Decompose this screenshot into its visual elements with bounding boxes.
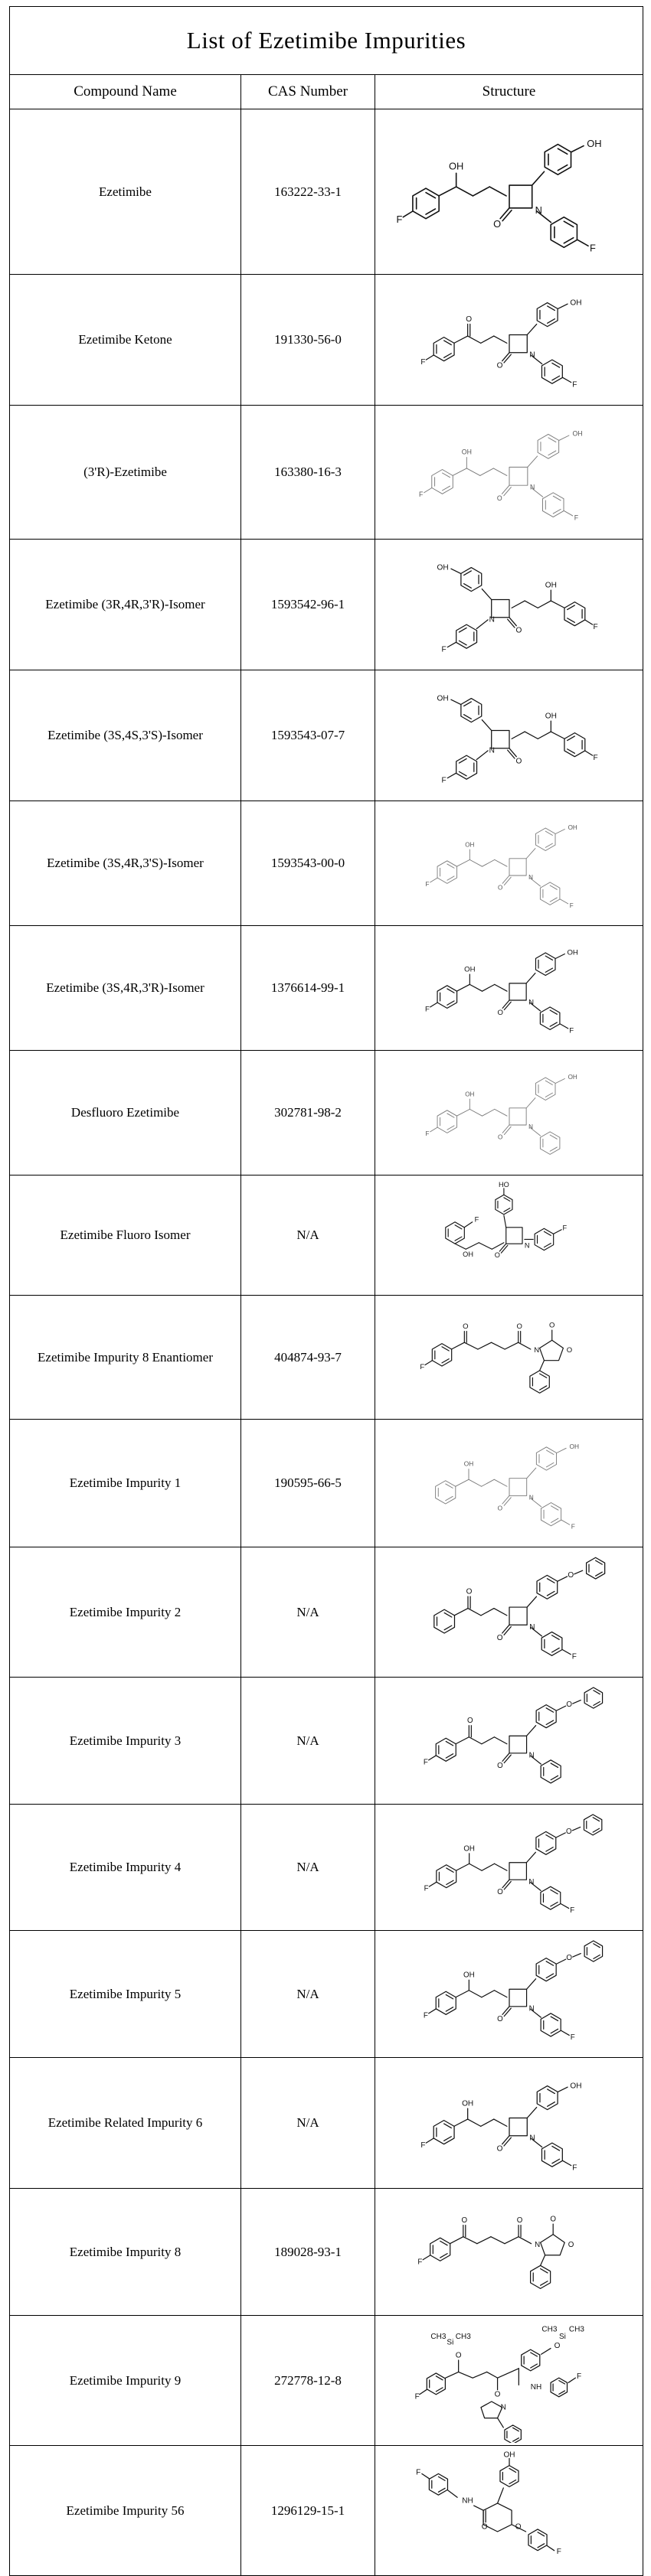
related-impurity-6-structure-icon xyxy=(387,2061,632,2186)
svg-text:OH: OH xyxy=(569,298,581,307)
svg-text:OH: OH xyxy=(586,137,602,149)
structure-cell xyxy=(375,801,643,926)
svg-text:Si: Si xyxy=(446,2337,453,2346)
svg-text:O: O xyxy=(496,1633,503,1642)
svg-text:OH: OH xyxy=(463,1844,475,1853)
svg-text:O: O xyxy=(497,883,502,891)
cas-number-cell: 189028-93-1 xyxy=(241,2189,375,2316)
compound-name-cell: Ezetimibe Fluoro Isomer xyxy=(10,1176,241,1296)
svg-text:O: O xyxy=(496,494,502,502)
svg-text:CH3: CH3 xyxy=(568,2325,584,2334)
impurity-1-structure-icon xyxy=(387,1423,632,1544)
impurity-8-enantiomer-structure-icon xyxy=(387,1299,632,1417)
structure-cell xyxy=(375,1296,643,1420)
ezetimibe-ketone-structure-icon xyxy=(387,278,632,403)
svg-text:F: F xyxy=(571,2163,577,2172)
table-title: List of Ezetimibe Impurities xyxy=(10,7,643,75)
svg-text:OH: OH xyxy=(569,1442,579,1450)
svg-text:F: F xyxy=(419,1362,424,1371)
structure-cell xyxy=(375,1931,643,2058)
svg-text:N: N xyxy=(528,1622,535,1632)
table-row xyxy=(10,109,643,275)
svg-text:N: N xyxy=(528,1877,534,1886)
svg-text:F: F xyxy=(592,753,598,762)
compound-name-cell: Ezetimibe xyxy=(10,109,241,275)
svg-text:F: F xyxy=(441,644,447,654)
compound-name-cell: Ezetimibe Impurity 1 xyxy=(10,1420,241,1547)
table-row xyxy=(10,406,643,540)
svg-text:OH: OH xyxy=(568,1073,577,1081)
table-row xyxy=(10,1678,643,1805)
svg-text:N: N xyxy=(535,204,542,216)
svg-text:O: O xyxy=(462,1322,469,1331)
table-row xyxy=(10,1051,643,1176)
3r-ezetimibe-structure-icon xyxy=(387,409,632,536)
svg-text:OH: OH xyxy=(463,965,476,974)
svg-text:OH: OH xyxy=(464,840,474,848)
table-row xyxy=(10,1420,643,1547)
isomer-3s4r3s-structure-icon xyxy=(387,804,632,923)
svg-text:O: O xyxy=(494,1251,500,1259)
svg-text:O: O xyxy=(566,1345,572,1355)
svg-text:F: F xyxy=(420,357,426,367)
svg-text:N: N xyxy=(529,483,535,491)
svg-text:N: N xyxy=(528,351,535,360)
compound-name-cell: Ezetimibe Impurity 56 xyxy=(10,2446,241,2576)
svg-text:O: O xyxy=(565,1827,572,1836)
desfluoro-ezetimibe-structure-icon xyxy=(387,1054,632,1172)
structure-cell xyxy=(375,1547,643,1678)
svg-text:F: F xyxy=(423,2010,428,2020)
table-row xyxy=(10,1931,643,2058)
svg-text:N: N xyxy=(528,1750,535,1759)
compound-name-cell: Ezetimibe (3R,4R,3'R)-Isomer xyxy=(10,540,241,670)
cas-number-cell: 191330-56-0 xyxy=(241,275,375,406)
svg-text:CH3: CH3 xyxy=(541,2325,557,2334)
svg-text:F: F xyxy=(571,380,577,389)
svg-text:N: N xyxy=(524,1241,530,1249)
compound-name-cell: Ezetimibe Impurity 4 xyxy=(10,1805,241,1931)
table-row xyxy=(10,1805,643,1931)
svg-text:N: N xyxy=(533,1345,539,1355)
svg-text:NH: NH xyxy=(461,2496,473,2506)
svg-text:CH3: CH3 xyxy=(430,2332,446,2341)
compound-name-cell: Ezetimibe Impurity 9 xyxy=(10,2316,241,2446)
svg-text:F: F xyxy=(424,1130,429,1137)
impurity-9-structure-icon xyxy=(387,2319,632,2443)
compound-name-cell: Ezetimibe Impurity 3 xyxy=(10,1678,241,1805)
cas-number-cell: 163222-33-1 xyxy=(241,109,375,275)
svg-text:F: F xyxy=(424,1884,429,1893)
svg-text:F: F xyxy=(474,1215,479,1223)
svg-text:F: F xyxy=(441,775,447,784)
structure-cell xyxy=(375,926,643,1051)
svg-text:O: O xyxy=(496,2144,503,2154)
table-body xyxy=(10,109,643,2576)
cas-number-cell: 1593543-00-0 xyxy=(241,801,375,926)
compound-name-cell: Ezetimibe (3S,4R,3'R)-Isomer xyxy=(10,926,241,1051)
table-row xyxy=(10,2189,643,2316)
table-row xyxy=(10,2446,643,2576)
svg-text:F: F xyxy=(556,2547,561,2556)
cas-number-cell: N/A xyxy=(241,1931,375,2058)
compound-name-cell: Ezetimibe Impurity 2 xyxy=(10,1547,241,1678)
svg-text:N: N xyxy=(489,615,495,624)
compound-name-header: Compound Name xyxy=(10,75,241,109)
cas-number-header: CAS Number xyxy=(241,75,375,109)
cas-number-cell: 1376614-99-1 xyxy=(241,926,375,1051)
svg-text:O: O xyxy=(567,1570,574,1580)
svg-text:O: O xyxy=(549,2215,556,2224)
svg-text:O: O xyxy=(565,1953,572,1962)
table-row xyxy=(10,1176,643,1296)
cas-number-cell: 1593542-96-1 xyxy=(241,540,375,670)
structure-cell xyxy=(375,670,643,801)
svg-text:OH: OH xyxy=(572,429,583,438)
svg-text:F: F xyxy=(395,213,402,225)
structure-cell xyxy=(375,2058,643,2189)
table-row xyxy=(10,926,643,1051)
fluoro-isomer-structure-icon xyxy=(387,1179,632,1293)
structure-cell xyxy=(375,1678,643,1805)
svg-text:F: F xyxy=(571,1652,577,1661)
cas-number-cell: 1593543-07-7 xyxy=(241,670,375,801)
svg-text:O: O xyxy=(497,1133,502,1140)
table-row xyxy=(10,1296,643,1420)
svg-text:N: N xyxy=(528,997,534,1006)
svg-text:F: F xyxy=(589,242,596,254)
table-row xyxy=(10,2316,643,2446)
isomer-3s4s3s-structure-icon xyxy=(387,673,632,798)
cas-number-cell: 190595-66-5 xyxy=(241,1420,375,1547)
svg-text:O: O xyxy=(466,1716,473,1725)
isomer-3s4r3r-structure-icon xyxy=(387,929,632,1048)
header-row xyxy=(10,75,643,109)
svg-text:O: O xyxy=(516,2216,522,2225)
svg-text:N: N xyxy=(489,746,495,755)
svg-text:O: O xyxy=(465,315,472,324)
impurity-56-structure-icon xyxy=(387,2449,632,2573)
svg-text:N: N xyxy=(528,873,533,881)
svg-text:F: F xyxy=(571,1521,575,1530)
svg-text:F: F xyxy=(592,622,598,631)
cas-number-cell: 1296129-15-1 xyxy=(241,2446,375,2576)
svg-text:O: O xyxy=(515,757,522,766)
structure-cell xyxy=(375,1805,643,1931)
cas-number-cell: N/A xyxy=(241,1805,375,1931)
svg-text:O: O xyxy=(515,626,522,635)
cas-number-cell: N/A xyxy=(241,2058,375,2189)
svg-text:OH: OH xyxy=(566,948,578,957)
cas-number-cell: 272778-12-8 xyxy=(241,2316,375,2446)
svg-text:N: N xyxy=(528,2134,535,2143)
impurity-5-structure-icon xyxy=(387,1934,632,2055)
table-row xyxy=(10,2058,643,2189)
svg-text:F: F xyxy=(570,2033,575,2042)
ezetimibe-structure-icon xyxy=(387,112,632,272)
svg-text:F: F xyxy=(424,1004,430,1013)
svg-text:O: O xyxy=(548,1321,554,1330)
svg-text:F: F xyxy=(423,1757,428,1766)
compound-name-cell: Ezetimibe Impurity 8 Enantiomer xyxy=(10,1296,241,1420)
svg-text:OH: OH xyxy=(448,160,463,172)
svg-text:OH: OH xyxy=(545,581,557,590)
svg-text:F: F xyxy=(574,513,578,521)
impurities-table xyxy=(9,6,643,2576)
structure-header: Structure xyxy=(375,75,643,109)
svg-text:O: O xyxy=(515,2522,522,2531)
svg-text:OH: OH xyxy=(463,1459,473,1468)
compound-name-cell: Ezetimibe Ketone xyxy=(10,275,241,406)
svg-text:OH: OH xyxy=(437,562,449,572)
title-row xyxy=(10,7,643,75)
svg-text:F: F xyxy=(415,2467,420,2477)
structure-cell xyxy=(375,1051,643,1176)
svg-text:OH: OH xyxy=(463,1971,475,1980)
svg-text:OH: OH xyxy=(437,693,449,703)
cas-number-cell: 404874-93-7 xyxy=(241,1296,375,1420)
structure-cell xyxy=(375,540,643,670)
svg-text:F: F xyxy=(568,1026,574,1035)
svg-text:O: O xyxy=(481,2522,487,2531)
cas-number-cell: N/A xyxy=(241,1547,375,1678)
structure-cell xyxy=(375,406,643,540)
svg-text:OH: OH xyxy=(545,712,557,721)
svg-text:F: F xyxy=(420,2141,426,2150)
svg-text:O: O xyxy=(496,2014,503,2023)
cas-number-cell: 163380-16-3 xyxy=(241,406,375,540)
compound-name-cell: (3'R)-Ezetimibe xyxy=(10,406,241,540)
svg-text:N: N xyxy=(528,1123,533,1130)
svg-text:OH: OH xyxy=(461,2099,473,2108)
table-row xyxy=(10,1547,643,1678)
structure-cell xyxy=(375,109,643,275)
compound-name-cell: Desfluoro Ezetimibe xyxy=(10,1051,241,1176)
table-row xyxy=(10,540,643,670)
isomer-3r4r3r-structure-icon xyxy=(387,543,632,667)
svg-text:O: O xyxy=(496,1887,503,1896)
svg-text:O: O xyxy=(492,217,501,230)
structure-cell xyxy=(375,275,643,406)
svg-text:N: N xyxy=(500,2402,506,2411)
compound-name-cell: Ezetimibe (3S,4S,3'S)-Isomer xyxy=(10,670,241,801)
compound-name-cell: Ezetimibe (3S,4R,3'S)-Isomer xyxy=(10,801,241,926)
svg-text:N: N xyxy=(528,2004,535,2013)
svg-text:Si: Si xyxy=(558,2332,566,2341)
svg-text:O: O xyxy=(554,2341,560,2350)
cas-number-cell: N/A xyxy=(241,1678,375,1805)
svg-text:F: F xyxy=(414,2392,420,2401)
svg-text:F: F xyxy=(569,1906,574,1915)
svg-text:NH: NH xyxy=(530,2382,541,2392)
svg-text:N: N xyxy=(534,2240,540,2249)
svg-text:HO: HO xyxy=(498,1180,509,1189)
svg-text:O: O xyxy=(461,2216,467,2225)
svg-text:OH: OH xyxy=(462,1250,473,1258)
svg-text:F: F xyxy=(569,902,574,909)
table-row xyxy=(10,801,643,926)
svg-text:O: O xyxy=(496,1761,503,1770)
svg-text:OH: OH xyxy=(569,2081,581,2090)
svg-text:F: F xyxy=(576,2372,581,2381)
cas-number-cell: N/A xyxy=(241,1176,375,1296)
svg-text:F: F xyxy=(424,880,429,888)
svg-text:O: O xyxy=(565,1700,572,1709)
svg-text:O: O xyxy=(515,1322,522,1331)
svg-text:OH: OH xyxy=(464,1090,474,1097)
svg-text:OH: OH xyxy=(502,2450,515,2459)
compound-name-cell: Ezetimibe Impurity 5 xyxy=(10,1931,241,2058)
svg-text:O: O xyxy=(497,1503,502,1511)
svg-text:F: F xyxy=(417,2257,422,2266)
compound-name-cell: Ezetimibe Impurity 8 xyxy=(10,2189,241,2316)
cas-number-cell: 302781-98-2 xyxy=(241,1051,375,1176)
impurity-8-structure-icon xyxy=(387,2192,632,2313)
compound-name-cell: Ezetimibe Related Impurity 6 xyxy=(10,2058,241,2189)
structure-cell xyxy=(375,2446,643,2576)
svg-text:F: F xyxy=(562,1224,567,1232)
svg-text:O: O xyxy=(455,2350,462,2359)
table-row xyxy=(10,275,643,406)
svg-text:O: O xyxy=(466,1587,472,1596)
impurity-4-structure-icon xyxy=(387,1808,632,1928)
svg-text:OH: OH xyxy=(568,823,577,831)
svg-text:F: F xyxy=(418,490,423,498)
structure-cell xyxy=(375,1176,643,1296)
svg-text:N: N xyxy=(528,1493,534,1502)
impurity-3-structure-icon xyxy=(387,1681,632,1802)
svg-text:O: O xyxy=(494,2389,500,2398)
table-row xyxy=(10,670,643,801)
svg-text:O: O xyxy=(496,361,503,370)
impurity-2-structure-icon xyxy=(387,1550,632,1674)
svg-text:O: O xyxy=(496,1008,503,1017)
svg-text:CH3: CH3 xyxy=(455,2332,471,2341)
structure-cell xyxy=(375,2316,643,2446)
svg-text:OH: OH xyxy=(461,448,472,456)
structure-cell xyxy=(375,2189,643,2316)
svg-text:O: O xyxy=(568,2240,574,2249)
structure-cell xyxy=(375,1420,643,1547)
